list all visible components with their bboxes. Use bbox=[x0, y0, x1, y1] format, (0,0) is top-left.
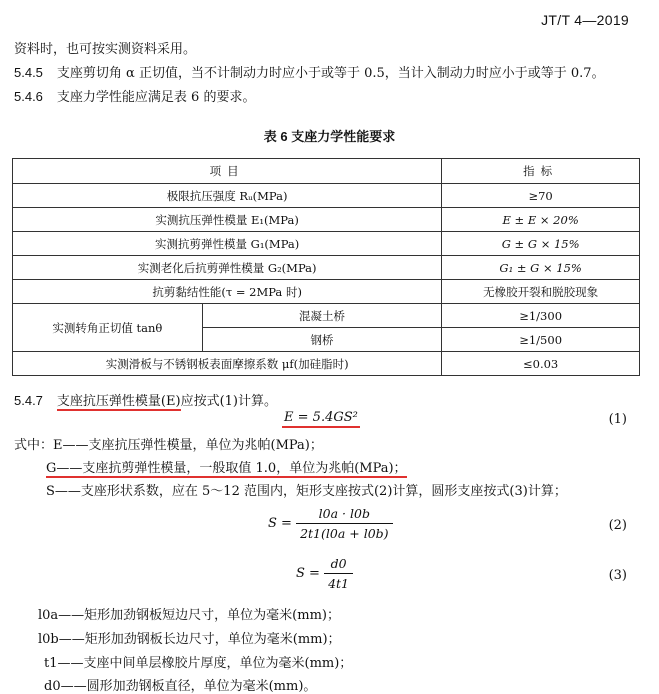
table-row bbox=[13, 232, 640, 256]
row-value: G₁ ± G × 15% bbox=[442, 256, 640, 280]
table-row bbox=[13, 184, 640, 208]
row-item: 实测滑板与不锈钢板表面摩擦系数 μf(加硅脂时) bbox=[13, 352, 442, 376]
equation-number: (2) bbox=[608, 518, 627, 533]
row-value: ≥70 bbox=[442, 184, 640, 208]
clause-number: 5.4.6 bbox=[14, 89, 43, 104]
mechanical-properties-table bbox=[12, 158, 640, 376]
where-G bbox=[46, 457, 407, 476]
numerator: l0a · l0b bbox=[296, 506, 392, 524]
header-item: 项目 bbox=[13, 159, 442, 184]
clause-text: 应按式(1)计算。 bbox=[180, 394, 277, 409]
table-row bbox=[13, 304, 640, 328]
table-row bbox=[13, 256, 640, 280]
numerator: d0 bbox=[324, 556, 353, 574]
clause-text: 支座力学性能应满足表 6 的要求。 bbox=[56, 90, 256, 105]
table-row bbox=[13, 352, 640, 376]
where-S: S——支座形状系数，应在 5～12 范围内，矩形支座按式(2)计算，圆形支座按式(3)计算； bbox=[46, 484, 567, 499]
definition-l0a: l0a——矩形加劲钢板短边尺寸，单位为毫米(mm)； bbox=[38, 608, 340, 623]
row-value: G ± G × 15% bbox=[442, 232, 640, 256]
row-item: 实测抗压弹性模量 E₁(MPa) bbox=[13, 208, 442, 232]
denominator: 4t1 bbox=[328, 576, 350, 591]
row-item: 混凝土桥 bbox=[202, 304, 442, 328]
clause-text: 支座剪切角 α 正切值，当不计制动力时应小于或等于 0.5，当计入制动力时应小于或等于 0.7。 bbox=[56, 66, 605, 81]
fraction bbox=[324, 556, 353, 591]
definition-l0b: l0b——矩形加劲钢板长边尺寸，单位为毫米(mm)； bbox=[38, 632, 341, 647]
row-item: 实测抗剪弹性模量 G₁(MPa) bbox=[13, 232, 442, 256]
header-value: 指标 bbox=[442, 159, 640, 184]
equation-lhs: E bbox=[284, 410, 294, 425]
intro-line: 资料时，也可按实测资料采用。 bbox=[14, 42, 197, 57]
row-value: ≥1/300 bbox=[442, 304, 640, 328]
equation-3: S = $\frac{d0}{4t1}$ bbox=[296, 556, 353, 591]
row-value: ≤0.03 bbox=[442, 352, 640, 376]
equation-1-body: E = 5.4GS² bbox=[282, 410, 360, 428]
equation-rhs: 5.4GS² bbox=[312, 410, 358, 425]
where-E bbox=[14, 434, 323, 453]
fraction bbox=[296, 506, 392, 541]
definition-t1: t1——支座中间单层橡胶片厚度，单位为毫米(mm)； bbox=[44, 656, 353, 671]
underlined-phrase: 支座抗压弹性模量(E) bbox=[56, 394, 181, 409]
equation-number: (1) bbox=[608, 412, 627, 427]
equation-number: (3) bbox=[608, 568, 627, 583]
clause-5-4-5 bbox=[14, 62, 605, 81]
row-item: 实测老化后抗剪弹性模量 G₂(MPa) bbox=[13, 256, 442, 280]
row-item: 极限抗压强度 Rᵤ(MPa) bbox=[13, 184, 442, 208]
where-intro: 式中： bbox=[14, 438, 54, 453]
row-item: 抗剪黏结性能(τ = 2MPa 时) bbox=[13, 280, 442, 304]
definition-d0: d0——圆形加劲钢板直径，单位为毫米(mm)。 bbox=[44, 679, 317, 694]
row-value: E ± E × 20% bbox=[442, 208, 640, 232]
equation-lhs: S bbox=[296, 566, 305, 581]
equation-2: S = $\frac{l0a \cdot l0b}{2t1(l0a + l0b)}$ bbox=[268, 506, 393, 541]
rotation-label: 实测转角正切值 tanθ bbox=[13, 304, 203, 352]
table-row bbox=[13, 280, 640, 304]
clause-number: 5.4.5 bbox=[14, 65, 43, 80]
clause-number: 5.4.7 bbox=[14, 393, 43, 408]
row-item: 钢桥 bbox=[202, 328, 442, 352]
clause-5-4-6 bbox=[14, 86, 255, 105]
clause-5-4-7 bbox=[14, 390, 277, 409]
table-title: 表 6 支座力学性能要求 bbox=[263, 129, 396, 144]
row-value: 无橡胶开裂和脱胶现象 bbox=[442, 280, 640, 304]
table-header-row bbox=[13, 159, 640, 184]
def-E: E——支座抗压弹性模量，单位为兆帕(MPa)； bbox=[53, 438, 323, 453]
row-value: ≥1/500 bbox=[442, 328, 640, 352]
standard-code: JT/T 4—2019 bbox=[541, 12, 629, 28]
table-row bbox=[13, 208, 640, 232]
def-G: G——支座抗剪弹性模量，一般取值 1.0，单位为兆帕(MPa)； bbox=[46, 461, 407, 476]
equation-1 bbox=[282, 410, 360, 425]
equation-lhs: S bbox=[268, 516, 277, 531]
denominator: 2t1(l0a + l0b) bbox=[300, 526, 389, 541]
